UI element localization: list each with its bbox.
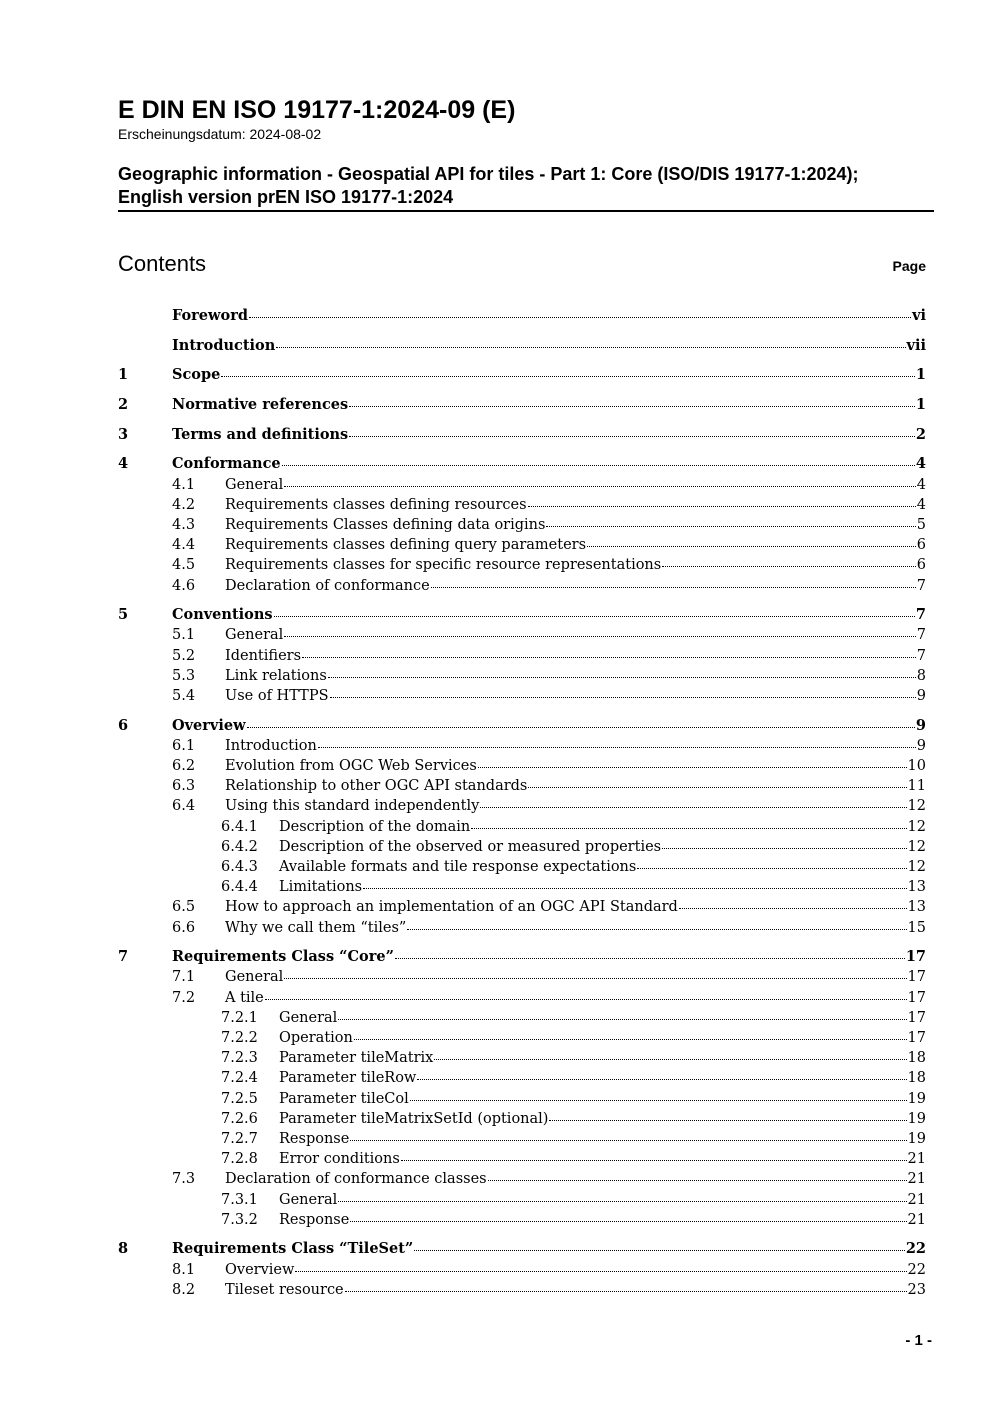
toc-entry[interactable] — [118, 666, 926, 686]
toc-entry[interactable] — [118, 857, 926, 877]
publication-date: Erscheinungsdatum: 2024-08-02 — [118, 126, 322, 142]
toc-entry-page: 17 — [907, 989, 926, 1006]
toc-entry[interactable] — [118, 1169, 926, 1189]
toc-entry[interactable] — [118, 1089, 926, 1109]
toc-entry-number: 4.5 — [172, 557, 196, 574]
toc-entry-page: 15 — [907, 919, 926, 936]
toc-entry-label: Relationship to other OGC API standards — [225, 778, 528, 795]
toc-entry-page: 13 — [907, 879, 926, 896]
toc-entry-page: 1 — [915, 366, 926, 384]
toc-entry-number: 5.3 — [172, 667, 196, 684]
toc-entry[interactable] — [118, 686, 926, 706]
toc-entry[interactable] — [118, 475, 926, 495]
toc-dot-leader — [318, 747, 916, 748]
toc-dot-leader — [410, 1100, 907, 1101]
toc-entry-label: Parameter tileCol — [279, 1090, 409, 1107]
toc-dot-leader — [349, 406, 915, 407]
toc-entry[interactable] — [118, 535, 926, 555]
toc-entry-label: A tile — [225, 989, 264, 1006]
toc-entry-page: 19 — [907, 1130, 926, 1147]
toc-entry-number: 6.4.4 — [221, 879, 258, 896]
toc-entry-label: Overview — [225, 1261, 295, 1278]
toc-entry-label: Terms and definitions — [172, 425, 349, 443]
toc-entry-label: Parameter tileRow — [279, 1070, 417, 1087]
toc-entry-number: 4.1 — [172, 476, 196, 493]
toc-entry-number: 6.4.1 — [221, 818, 258, 835]
toc-entry-number: 8.1 — [172, 1261, 196, 1278]
toc-dot-leader — [546, 526, 915, 527]
toc-dot-leader — [431, 587, 916, 588]
toc-dot-leader — [338, 1019, 906, 1020]
toc-entry-label: Declaration of conformance classes — [225, 1171, 487, 1188]
toc-entry-label: Tileset resource — [225, 1281, 344, 1298]
toc-entry[interactable] — [118, 1239, 926, 1259]
toc-entry-label: Declaration of conformance — [225, 577, 430, 594]
toc-entry-label: Error conditions — [279, 1151, 400, 1168]
toc-entry[interactable] — [118, 555, 926, 575]
toc-entry-label: Parameter tileMatrix — [279, 1050, 434, 1067]
toc-dot-leader — [417, 1079, 906, 1080]
toc-dot-leader — [401, 1160, 907, 1161]
toc-dot-leader — [345, 1291, 907, 1292]
toc-entry-page: 17 — [907, 969, 926, 986]
toc-entry-page: 19 — [907, 1090, 926, 1107]
toc-entry-number: 8 — [118, 1240, 129, 1258]
toc-entry[interactable] — [118, 425, 926, 445]
toc-dot-leader — [338, 1201, 906, 1202]
toc-entry-page: 7 — [915, 606, 926, 624]
toc-dot-leader — [528, 787, 906, 788]
toc-entry-number: 7 — [118, 948, 129, 966]
toc-entry-page: 12 — [907, 818, 926, 835]
toc-entry-number: 7.3.2 — [221, 1211, 258, 1228]
toc-entry-label: Response — [279, 1130, 350, 1147]
toc-entry[interactable] — [118, 454, 926, 474]
toc-dot-leader — [528, 506, 916, 507]
toc-entry[interactable] — [118, 1068, 926, 1088]
toc-entry-label: Why we call them “tiles” — [225, 919, 407, 936]
toc-entry-number: 7.2.3 — [221, 1050, 258, 1067]
toc-entry-number: 7.2.1 — [221, 1009, 258, 1026]
toc-entry-number: 6.5 — [172, 899, 196, 916]
toc-dot-leader — [328, 677, 916, 678]
toc-entry-number: 6.4.3 — [221, 859, 258, 875]
toc-dot-leader — [637, 868, 906, 869]
toc-dot-leader — [549, 1120, 906, 1121]
toc-entry-number: 4.4 — [172, 537, 196, 554]
toc-entry[interactable] — [118, 495, 926, 515]
toc-entry-number: 7.2.2 — [221, 1030, 258, 1046]
toc-entry-page: vi — [912, 307, 926, 324]
toc-dot-leader — [363, 888, 906, 889]
toc-entry[interactable] — [118, 1190, 926, 1210]
toc-dot-leader — [295, 1271, 906, 1272]
toc-entry-number: 7.2.5 — [221, 1090, 258, 1107]
toc-entry[interactable] — [118, 1260, 926, 1280]
document-title: E DIN EN ISO 19177-1:2024-09 (E) — [118, 96, 516, 124]
toc-entry-number: 6.4.2 — [221, 838, 258, 855]
toc-entry-label: Link relations — [225, 667, 327, 684]
toc-entry[interactable] — [118, 576, 926, 596]
toc-entry-label: Response — [279, 1211, 350, 1228]
toc-entry-label: Requirements classes defining resources — [225, 496, 527, 513]
toc-dot-leader — [247, 727, 915, 728]
toc-dot-leader — [274, 616, 915, 617]
toc-entry[interactable] — [118, 736, 926, 756]
toc-entry-label: Scope — [172, 366, 221, 384]
toc-entry-label: Parameter tileMatrixSetId (optional) — [279, 1110, 549, 1127]
toc-dot-leader — [221, 376, 915, 377]
toc-dot-leader — [350, 1140, 906, 1141]
toc-entry-label: Introduction — [225, 737, 317, 754]
toc-dot-leader — [395, 958, 905, 959]
toc-entry-number: 7.2.8 — [221, 1151, 258, 1168]
toc-entry-page: 18 — [907, 1050, 926, 1067]
toc-entry-page: 1 — [915, 396, 926, 414]
toc-entry-label: Available formats and tile response expectations — [279, 859, 637, 875]
toc-entry-page: 13 — [907, 899, 926, 916]
toc-entry[interactable] — [118, 1048, 926, 1068]
toc-entry-number: 4.6 — [172, 577, 196, 594]
toc-entry-label: Operation — [279, 1030, 353, 1046]
toc-entry-number: 5.4 — [172, 688, 196, 704]
toc-entry-number: 6.4 — [172, 798, 196, 815]
toc-entry-page: 21 — [907, 1191, 926, 1208]
toc-entry-page: 4 — [916, 476, 926, 493]
toc-entry-label: Foreword — [172, 307, 248, 324]
toc-entry-label: Introduction — [172, 336, 276, 354]
toc-entry-label: Identifiers — [225, 647, 302, 664]
toc-entry-page: 23 — [907, 1281, 926, 1298]
toc-entry[interactable] — [118, 336, 926, 356]
toc-entry-page: 7 — [916, 577, 926, 594]
toc-entry[interactable] — [118, 776, 926, 796]
toc-dot-leader — [265, 999, 907, 1000]
toc-entry-page: vii — [906, 336, 926, 354]
toc-entry-label: Normative references — [172, 396, 349, 414]
toc-entry-page: 19 — [907, 1110, 926, 1127]
toc-entry-number: 5 — [118, 606, 129, 624]
toc-dot-leader — [350, 1221, 906, 1222]
toc-entry-page: 7 — [916, 627, 926, 644]
toc-entry-label: Description of the domain — [279, 818, 471, 835]
toc-entry-label: Requirements Class “TileSet” — [172, 1240, 414, 1258]
toc-dot-leader — [284, 978, 906, 979]
page-number: - 1 - — [905, 1332, 932, 1349]
toc-entry-number: 6.6 — [172, 919, 196, 936]
toc-entry-page: 17 — [905, 948, 926, 966]
page-column-heading: Page — [892, 258, 926, 274]
toc-entry-page: 9 — [916, 688, 926, 704]
toc-entry[interactable] — [118, 947, 926, 967]
toc-entry-label: Limitations — [279, 879, 363, 896]
toc-dot-leader — [284, 486, 915, 487]
toc-dot-leader — [587, 546, 916, 547]
toc-dot-leader — [330, 697, 916, 698]
toc-dot-leader — [284, 636, 915, 637]
toc-entry-label: Use of HTTPS — [225, 688, 329, 704]
toc-entry-page: 10 — [907, 758, 926, 775]
toc-entry-page: 17 — [907, 1009, 926, 1026]
toc-entry-label: General — [225, 969, 284, 986]
toc-entry[interactable] — [118, 605, 926, 625]
toc-entry-number: 7.2.7 — [221, 1130, 258, 1147]
toc-entry-number: 4.2 — [172, 496, 196, 513]
toc-entry[interactable] — [118, 1149, 926, 1169]
toc-entry-label: Using this standard independently — [225, 798, 480, 815]
toc-entry-page: 22 — [905, 1240, 926, 1258]
toc-entry[interactable] — [118, 918, 926, 938]
contents-heading: Contents — [118, 251, 207, 276]
toc-entry-page: 21 — [907, 1151, 926, 1168]
toc-entry[interactable] — [118, 988, 926, 1008]
toc-entry[interactable] — [118, 1109, 926, 1129]
toc-entry-page: 9 — [916, 737, 926, 754]
toc-entry-label: General — [279, 1009, 338, 1026]
toc-entry-page: 11 — [907, 778, 926, 795]
toc-entry-label: Requirements Classes defining data origins — [225, 517, 546, 533]
toc-dot-leader — [662, 566, 916, 567]
toc-entry-number: 7.2.6 — [221, 1110, 258, 1127]
toc-entry-page: 12 — [907, 798, 926, 815]
toc-entry[interactable] — [118, 756, 926, 776]
toc-entry-label: General — [279, 1191, 338, 1208]
toc-entry-page: 6 — [916, 537, 926, 554]
toc-entry-number: 3 — [118, 425, 129, 443]
toc-dot-leader — [480, 807, 906, 808]
toc-dot-leader — [407, 929, 906, 930]
toc-entry-page: 6 — [916, 557, 926, 574]
toc-entry-number: 4.3 — [172, 517, 196, 533]
toc-entry-label: Evolution from OGC Web Services — [225, 758, 477, 775]
toc-entry[interactable] — [118, 1008, 926, 1028]
toc-dot-leader — [434, 1059, 906, 1060]
toc-entry-label: General — [225, 627, 284, 644]
toc-entry-number: 4 — [118, 455, 129, 473]
toc-entry-number: 5.1 — [172, 627, 196, 644]
toc-entry-page: 7 — [916, 647, 926, 664]
toc-entry[interactable] — [118, 877, 926, 897]
toc-entry[interactable] — [118, 306, 926, 326]
toc-entry-label: Requirements classes for specific resource representations — [225, 557, 662, 574]
toc-entry-page: 9 — [915, 716, 926, 734]
toc-entry[interactable] — [118, 1280, 926, 1300]
toc-entry[interactable] — [118, 1129, 926, 1149]
toc-dot-leader — [679, 908, 907, 909]
toc-entry-number: 2 — [118, 396, 129, 414]
toc-entry-page: 8 — [916, 667, 926, 684]
toc-entry-page: 12 — [907, 859, 926, 875]
toc-entry-page: 18 — [907, 1070, 926, 1087]
toc-entry-page: 17 — [907, 1030, 926, 1046]
toc-entry-page: 4 — [915, 455, 926, 473]
toc-entry-page: 22 — [907, 1261, 926, 1278]
toc-entry-number: 8.2 — [172, 1281, 196, 1298]
toc-entry-label: Overview — [172, 716, 246, 734]
toc-entry[interactable] — [118, 515, 926, 535]
table-of-contents — [118, 306, 926, 1300]
toc-entry-number: 6.2 — [172, 758, 196, 775]
toc-entry-number: 6.3 — [172, 778, 196, 795]
title-divider — [118, 210, 934, 212]
toc-entry-label: Conventions — [172, 606, 273, 624]
toc-dot-leader — [488, 1180, 907, 1181]
toc-entry-number: 6.1 — [172, 737, 196, 754]
toc-entry[interactable] — [118, 796, 926, 816]
toc-entry[interactable] — [118, 625, 926, 645]
toc-dot-leader — [414, 1250, 905, 1251]
toc-entry-page: 21 — [907, 1211, 926, 1228]
toc-entry[interactable] — [118, 967, 926, 987]
toc-entry-label: General — [225, 476, 284, 493]
toc-entry[interactable] — [118, 1028, 926, 1048]
toc-entry-label: How to approach an implementation of an OGC API Standard — [225, 899, 678, 916]
toc-entry[interactable] — [118, 817, 926, 837]
toc-entry-number: 7.2.4 — [221, 1070, 258, 1087]
toc-dot-leader — [662, 848, 906, 849]
toc-entry-label: Conformance — [172, 455, 281, 473]
toc-entry-number: 5.2 — [172, 647, 196, 664]
toc-dot-leader — [354, 1039, 907, 1040]
toc-dot-leader — [471, 828, 906, 829]
toc-entry-label: Requirements classes defining query parameters — [225, 537, 587, 554]
toc-entry-page: 4 — [916, 496, 926, 513]
toc-dot-leader — [249, 317, 911, 318]
toc-entry-number: 1 — [118, 366, 129, 384]
toc-dot-leader — [302, 657, 916, 658]
toc-entry-number: 7.1 — [172, 969, 196, 986]
toc-entry-label: Description of the observed or measured properties — [279, 838, 662, 855]
toc-entry[interactable] — [118, 646, 926, 666]
toc-entry[interactable] — [118, 716, 926, 736]
toc-dot-leader — [349, 436, 915, 437]
toc-entry-page: 5 — [916, 517, 926, 533]
toc-entry[interactable] — [118, 897, 926, 917]
toc-entry-page: 21 — [907, 1171, 926, 1188]
toc-dot-leader — [276, 347, 905, 348]
toc-entry-label: Requirements Class “Core” — [172, 948, 394, 966]
toc-dot-leader — [478, 767, 907, 768]
toc-entry-number: 6 — [118, 716, 129, 734]
document-subtitle: Geographic information - Geospatial API for tiles - Part 1: Core (ISO/DIS 19177-1:2024); English version prEN ISO 19177-1:2024 — [118, 164, 859, 207]
toc-entry[interactable] — [118, 395, 926, 415]
toc-entry-number: 7.3.1 — [221, 1191, 258, 1208]
toc-entry-page: 2 — [915, 425, 926, 443]
toc-entry-page: 12 — [907, 838, 926, 855]
toc-dot-leader — [282, 465, 915, 466]
toc-entry[interactable] — [118, 837, 926, 857]
toc-entry[interactable] — [118, 365, 926, 385]
toc-entry[interactable] — [118, 1210, 926, 1230]
toc-entry-number: 7.3 — [172, 1171, 196, 1188]
toc-entry-number: 7.2 — [172, 989, 196, 1006]
